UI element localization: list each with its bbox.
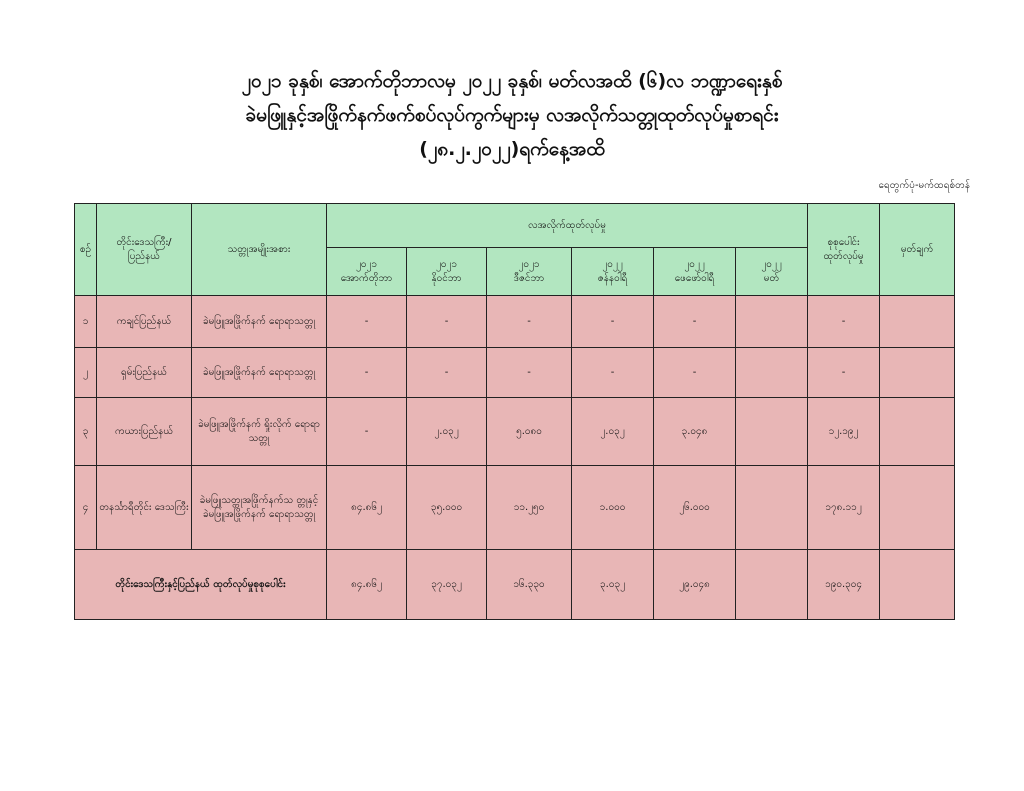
grand-total: ၁၉၀.၃၀၄ [808,550,880,620]
table-row [75,296,955,348]
total-value [736,550,808,620]
cell-no: ၄ [75,466,97,550]
unit-note: ရေတွက်ပုံ-မက်ထရစ်တန် [878,180,970,191]
cell-total: ၁၂.၁၉၂ [808,398,880,466]
title-line-3: (၂၈.၂.၂၀၂၂)ရက်နေ့အထိ [419,138,605,160]
header-remarks: မှတ်ချက် [880,204,955,296]
header-month: ၂၀၂၂ ဖေဖော်ဝါရီ [654,248,736,296]
cell-type: ခဲမဖြူအဖြိုက်နက် ရှိုးလိုက် ရောရာသတ္တု [192,398,327,466]
table-row [75,398,955,466]
cell-remarks [880,398,955,466]
cell-value: - [572,296,654,348]
cell-remarks [880,296,955,348]
production-table [74,203,955,620]
cell-value: ၂.၀၃၂ [572,398,654,466]
header-monthly: လအလိုက်ထုတ်လုပ်မှု [327,204,808,248]
cell-no: ၃ [75,398,97,466]
cell-value: - [407,296,487,348]
cell-remarks [880,348,955,398]
cell-type: ခဲမဖြူအဖြိုက်နက် ရောရာသတ္တု [192,348,327,398]
cell-value: - [327,348,407,398]
cell-value: ၅.၀၈၀ [487,398,572,466]
cell-value: - [487,348,572,398]
table-row [75,348,955,398]
header-month: ၂၀၂၁ နိုဝင်ဘာ [407,248,487,296]
header-month: ၂၀၂၂ မတ် [736,248,808,296]
header-total: စုစုပေါင်း ထုတ်လုပ်မှု [808,204,880,296]
document-title [0,64,1024,166]
cell-value [736,348,808,398]
cell-region: တနင်္သာရီတိုင်း ဒေသကြီး [97,466,192,550]
cell-region: ကချင်ပြည်နယ် [97,296,192,348]
cell-value: ၃၅.၀၀၀ [407,466,487,550]
cell-value: - [487,296,572,348]
total-value: ၃၇.၀၃၂ [407,550,487,620]
header-month: ၂၀၂၁ အောက်တိုဘာ [327,248,407,296]
total-value: ၁၆.၃၃၀ [487,550,572,620]
cell-value: - [572,348,654,398]
cell-region: ကယားပြည်နယ် [97,398,192,466]
cell-remarks [880,466,955,550]
total-value: ၂၉.၀၄၈ [654,550,736,620]
cell-no: ၁ [75,296,97,348]
cell-value: - [407,348,487,398]
total-remarks [880,550,955,620]
cell-value: - [654,348,736,398]
cell-value [736,466,808,550]
total-value: ၈၄.၈၆၂ [327,550,407,620]
cell-total: ၁၇၈.၁၁၂ [808,466,880,550]
header-no: စဉ် [75,204,97,296]
table-row [75,466,955,550]
cell-type: ခဲမဖြူသတ္တုအဖြိုက်နက်သ တ္တုနှင့် ခဲမဖြူအဖြိုက်နက် ရောရာသတ္တု [192,466,327,550]
title-line-1: ၂၀၂၁ ခုနှစ်၊ အောက်တိုဘာလမှ ၂၀၂၂ ခုနှစ်၊ မတ်လအထိ (၆)လ ဘဏ္ဍာရေးနှစ် [241,70,783,92]
cell-value: ၁၁.၂၅၀ [487,466,572,550]
cell-value [736,398,808,466]
total-label: တိုင်းဒေသကြီးနှင့်ပြည်နယ် ထုတ်လုပ်မှုစုစုပေါင်း [75,550,327,620]
cell-value: - [327,296,407,348]
cell-total: - [808,296,880,348]
cell-value: - [327,398,407,466]
cell-no: ၂ [75,348,97,398]
cell-value: - [654,296,736,348]
cell-value: ၃.၀၄၈ [654,398,736,466]
cell-value [736,296,808,348]
cell-region: ရှမ်းပြည်နယ် [97,348,192,398]
header-mineral-type: သတ္တုအမျိုးအစား [192,204,327,296]
header-month: ၂၀၂၂ ဇန်နဝါရီ [572,248,654,296]
cell-value: ၁.၀၀၀ [572,466,654,550]
header-month: ၂၀၂၁ ဒီဇင်ဘာ [487,248,572,296]
total-row [75,550,955,620]
header-region: တိုင်းဒေသကြီး/ ပြည်နယ် [97,204,192,296]
cell-value: ၈၄.၈၆၂ [327,466,407,550]
cell-value: ၂၆.၀၀၀ [654,466,736,550]
cell-value: ၂.၀၃၂ [407,398,487,466]
total-value: ၃.၀၃၂ [572,550,654,620]
title-line-2: ခဲမဖြူနှင့်အဖြိုက်နက်ဖက်စပ်လုပ်ကွက်များမှ လအလိုက်သတ္တုထုတ်လုပ်မှုစာရင်း [245,104,779,126]
cell-type: ခဲမဖြူအဖြိုက်နက် ရောရာသတ္တု [192,296,327,348]
cell-total: - [808,348,880,398]
